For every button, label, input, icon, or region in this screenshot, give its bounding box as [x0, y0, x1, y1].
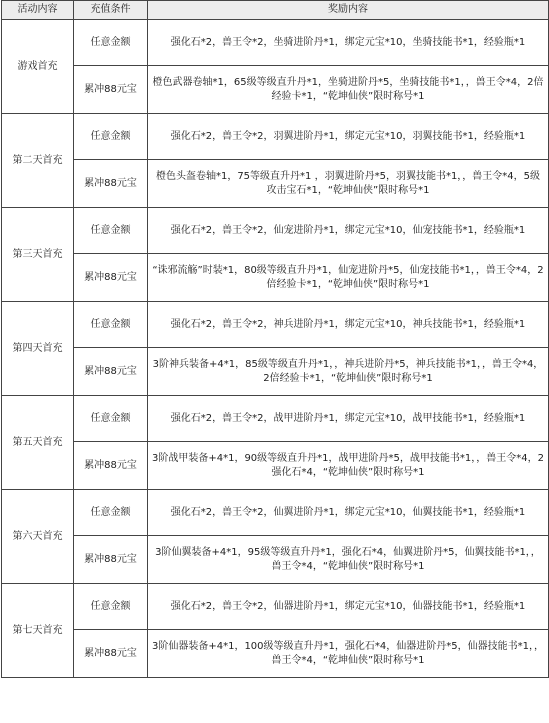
- header-condition: 充值条件: [74, 1, 148, 20]
- reward-cell: 3阶神兵装备+4*1，85级等级直升丹*1，，神兵进阶丹*5，神兵技能书*1，，兽王令*4，2倍经验卡*1，“乾坤仙侠”限时称号*1: [148, 348, 549, 396]
- table-row: [2, 254, 549, 302]
- table-row: [2, 66, 549, 114]
- event-cell: 第四天首充: [2, 302, 74, 396]
- condition-cell: 累冲88元宝: [74, 66, 148, 114]
- table-row: [2, 208, 549, 254]
- table-row: [2, 160, 549, 208]
- event-cell: 第二天首充: [2, 114, 74, 208]
- condition-cell: 累冲88元宝: [74, 536, 148, 584]
- table-row: [2, 536, 549, 584]
- event-cell: 游戏首充: [2, 20, 74, 114]
- condition-cell: 任意金额: [74, 396, 148, 442]
- reward-cell: 强化石*2，兽王令*2，坐骑进阶丹*1，绑定元宝*10，坐骑技能书*1，经验瓶*1: [148, 20, 549, 66]
- event-cell: 第五天首充: [2, 396, 74, 490]
- recharge-reward-table: [1, 0, 549, 678]
- condition-cell: 累冲88元宝: [74, 254, 148, 302]
- reward-cell: 3阶战甲装备+4*1，90级等级直升丹*1，战甲进阶丹*5，战甲技能书*1，，兽王令*4，2强化石*4，“乾坤仙侠”限时称号*1: [148, 442, 549, 490]
- condition-cell: 任意金额: [74, 584, 148, 630]
- event-cell: 第三天首充: [2, 208, 74, 302]
- reward-cell: 橙色头盔卷轴*1，75等级直升丹*1 ，羽翼进阶丹*5，羽翼技能书*1，，兽王令*4，5级攻击宝石*1，“乾坤仙侠”限时称号*1: [148, 160, 549, 208]
- table-row: [2, 442, 549, 490]
- table-header-row: [2, 1, 549, 20]
- table-row: [2, 114, 549, 160]
- table-row: [2, 584, 549, 630]
- condition-cell: 任意金额: [74, 208, 148, 254]
- condition-cell: 累冲88元宝: [74, 160, 148, 208]
- reward-cell: 3阶仙翼装备+4*1，95级等级直升丹*1，强化石*4，仙翼进阶丹*5，仙翼技能书*1，，兽王令*4，“乾坤仙侠”限时称号*1: [148, 536, 549, 584]
- condition-cell: 累冲88元宝: [74, 630, 148, 678]
- header-reward: 奖励内容: [148, 1, 549, 20]
- reward-cell: 强化石*2，兽王令*2，仙宠进阶丹*1，绑定元宝*10，仙宠技能书*1，经验瓶*1: [148, 208, 549, 254]
- reward-cell: 强化石*2，兽王令*2，战甲进阶丹*1，绑定元宝*10，战甲技能书*1，经验瓶*1: [148, 396, 549, 442]
- condition-cell: 累冲88元宝: [74, 348, 148, 396]
- event-cell: 第六天首充: [2, 490, 74, 584]
- reward-cell: 强化石*2，兽王令*2，仙器进阶丹*1，绑定元宝*10，仙器技能书*1，经验瓶*1: [148, 584, 549, 630]
- condition-cell: 任意金额: [74, 302, 148, 348]
- condition-cell: 任意金额: [74, 114, 148, 160]
- reward-cell: 橙色武器卷轴*1，65级等级直升丹*1，坐骑进阶丹*5，坐骑技能书*1，，兽王令*4，2倍经验卡*1，“乾坤仙侠”限时称号*1: [148, 66, 549, 114]
- table-row: [2, 396, 549, 442]
- table-row: [2, 630, 549, 678]
- header-event: 活动内容: [2, 1, 74, 20]
- table-row: [2, 490, 549, 536]
- reward-cell: 强化石*2，兽王令*2，仙翼进阶丹*1，绑定元宝*10，仙翼技能书*1，经验瓶*1: [148, 490, 549, 536]
- condition-cell: 累冲88元宝: [74, 442, 148, 490]
- reward-cell: 强化石*2，兽王令*2，羽翼进阶丹*1，绑定元宝*10，羽翼技能书*1，经验瓶*1: [148, 114, 549, 160]
- condition-cell: 任意金额: [74, 20, 148, 66]
- table-row: [2, 348, 549, 396]
- condition-cell: 任意金额: [74, 490, 148, 536]
- reward-cell: “诛邪流觞”时装*1，80级等级直升丹*1，仙宠进阶丹*5，仙宠技能书*1，，兽王令*4，2倍经验卡*1，“乾坤仙侠”限时称号*1: [148, 254, 549, 302]
- event-cell: 第七天首充: [2, 584, 74, 678]
- reward-cell: 强化石*2，兽王令*2，神兵进阶丹*1，绑定元宝*10，神兵技能书*1，经验瓶*1: [148, 302, 549, 348]
- table-row: [2, 20, 549, 66]
- table-row: [2, 302, 549, 348]
- reward-cell: 3阶仙器装备+4*1，100级等级直升丹*1，强化石*4，仙器进阶丹*5，仙器技能书*1，，兽王令*4，“乾坤仙侠”限时称号*1: [148, 630, 549, 678]
